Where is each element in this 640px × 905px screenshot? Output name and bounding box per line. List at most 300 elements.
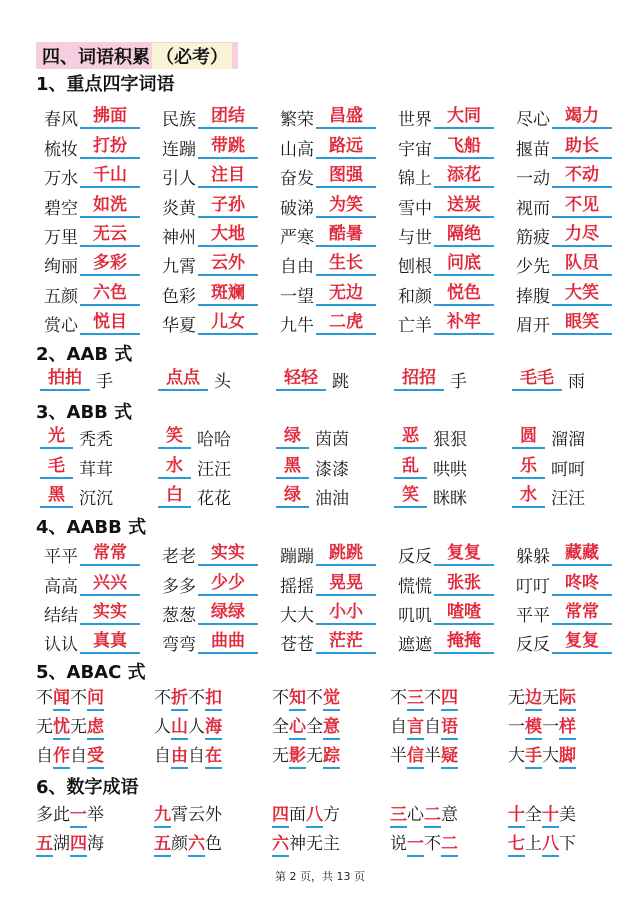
- idiom-char: 九: [154, 804, 171, 828]
- word-answer: 大同: [434, 105, 494, 129]
- word-item: [36, 282, 154, 307]
- word-answer: 六色: [80, 282, 140, 306]
- word-answer: 注目: [198, 164, 258, 188]
- word-answer: 实实: [198, 542, 258, 566]
- section-title: 1、重点四字词语: [36, 74, 175, 95]
- word-row: [36, 364, 626, 394]
- idiom: [390, 804, 458, 828]
- word-item: [508, 367, 626, 392]
- word-answer: 图强: [316, 164, 376, 188]
- word-item: [36, 572, 154, 597]
- word-given: 自由: [280, 256, 314, 277]
- idiom-char: 半: [424, 746, 441, 766]
- idiom-char: 美: [559, 805, 576, 825]
- word-row: [36, 598, 626, 628]
- word-item: [36, 135, 154, 160]
- word-answer: 小小: [316, 601, 376, 625]
- idiom: [36, 716, 104, 740]
- idiom-char: 湖: [53, 834, 70, 854]
- word-given: 漆漆: [315, 459, 349, 480]
- idiom: [390, 745, 458, 769]
- idiom-char: 信: [407, 745, 424, 769]
- word-item: [390, 687, 508, 711]
- word-answer: 无边: [316, 282, 376, 306]
- idiom: [390, 716, 458, 740]
- word-item: [272, 630, 390, 655]
- word-answer: 咚咚: [552, 572, 612, 596]
- word-given: 手: [96, 371, 113, 392]
- word-item: [272, 484, 390, 509]
- word-answer: 问底: [434, 252, 494, 276]
- idiom-char: 言: [407, 716, 424, 740]
- word-answer: 毛: [40, 455, 73, 479]
- word-given: 多多: [162, 576, 196, 597]
- word-item: [154, 630, 272, 655]
- idiom: [390, 687, 458, 711]
- word-item: [36, 194, 154, 219]
- word-given: 山高: [280, 139, 314, 160]
- word-answer: 喳喳: [434, 601, 494, 625]
- word-given: 与世: [398, 227, 432, 248]
- word-given: 反反: [398, 546, 432, 567]
- word-item: [154, 252, 272, 277]
- word-item: [508, 311, 626, 336]
- section-header: [36, 42, 238, 69]
- word-item: [390, 484, 508, 509]
- idiom-char: 半: [390, 746, 407, 766]
- word-given: 破涕: [280, 198, 314, 219]
- idiom-char: 一: [407, 833, 424, 857]
- word-row: [36, 279, 626, 309]
- word-answer: 常常: [552, 601, 612, 625]
- word-given: 茵茵: [315, 429, 349, 450]
- word-row: [36, 627, 626, 657]
- header-title: 四、词语积累: [42, 46, 150, 68]
- word-item: [36, 105, 154, 130]
- word-answer: 云外: [198, 252, 258, 276]
- word-item: [508, 745, 626, 769]
- idiom-char: 面: [289, 805, 306, 825]
- idiom-char: 霄: [171, 805, 188, 825]
- word-answer: 水: [158, 455, 191, 479]
- word-item: [36, 223, 154, 248]
- idiom-char: 无: [36, 717, 53, 737]
- word-answer: 黑: [276, 455, 309, 479]
- word-item: [272, 716, 390, 740]
- word-item: [390, 164, 508, 189]
- word-given: 狠狠: [433, 429, 467, 450]
- idiom-char: 一: [70, 804, 87, 828]
- word-answer: 悦色: [434, 282, 494, 306]
- word-given: 尽心: [516, 109, 550, 130]
- word-answer: 实实: [80, 601, 140, 625]
- word-given: 遮遮: [398, 634, 432, 655]
- idiom: [154, 716, 222, 740]
- word-item: [390, 311, 508, 336]
- idiom-char: 影: [289, 745, 306, 769]
- idiom-char: 踪: [323, 745, 340, 769]
- idiom-char: 自: [70, 746, 87, 766]
- idiom-char: 七: [508, 833, 525, 857]
- idiom-char: 主: [323, 834, 340, 854]
- word-given: 一动: [516, 168, 550, 189]
- word-item: [508, 630, 626, 655]
- idiom-char: 无: [508, 688, 525, 708]
- word-row: [36, 742, 626, 772]
- word-item: [390, 425, 508, 450]
- word-answer: 掩掩: [434, 630, 494, 654]
- word-item: [390, 630, 508, 655]
- word-item: [508, 282, 626, 307]
- idiom-char: 扣: [205, 687, 222, 711]
- word-item: [36, 630, 154, 655]
- word-answer: 路远: [316, 135, 376, 159]
- idiom-char: 全: [272, 717, 289, 737]
- idiom: [36, 833, 104, 857]
- idiom: [272, 687, 340, 711]
- word-item: [36, 745, 154, 769]
- word-answer: 拂面: [80, 105, 140, 129]
- word-given: 认认: [44, 634, 78, 655]
- word-answer: 拍拍: [40, 367, 90, 391]
- word-answer: 无云: [80, 223, 140, 247]
- word-item: [508, 455, 626, 480]
- idiom-char: 云: [188, 805, 205, 825]
- idiom-char: 五: [154, 833, 171, 857]
- word-given: 叽叽: [398, 605, 432, 626]
- idiom-char: 色: [205, 834, 222, 854]
- word-item: [36, 311, 154, 336]
- word-answer: 为笑: [316, 194, 376, 218]
- word-row: [36, 161, 626, 191]
- word-given: 跳: [332, 371, 349, 392]
- word-item: [508, 425, 626, 450]
- word-given: 结结: [44, 605, 78, 626]
- word-item: [272, 135, 390, 160]
- idiom-char: 多: [36, 805, 53, 825]
- word-given: 繁荣: [280, 109, 314, 130]
- word-item: [390, 716, 508, 740]
- idiom: [390, 833, 458, 857]
- word-item: [508, 194, 626, 219]
- word-row: [36, 539, 626, 569]
- idiom-char: 边: [525, 687, 542, 711]
- word-answer: 常常: [80, 542, 140, 566]
- word-answer: 笑: [158, 425, 191, 449]
- word-answer: 招招: [394, 367, 444, 391]
- word-item: [272, 745, 390, 769]
- word-item: [390, 105, 508, 130]
- word-answer: 轻轻: [276, 367, 326, 391]
- idiom-char: 下: [559, 834, 576, 854]
- idiom-char: 语: [441, 716, 458, 740]
- word-given: 锦上: [398, 168, 432, 189]
- idiom-char: 自: [36, 746, 53, 766]
- word-answer: 悦目: [80, 311, 140, 335]
- word-item: [272, 252, 390, 277]
- word-item: [36, 367, 154, 392]
- idiom-char: 一: [542, 717, 559, 737]
- idiom-char: 十: [508, 804, 525, 828]
- word-answer: 复复: [552, 630, 612, 654]
- word-given: 汪汪: [197, 459, 231, 480]
- word-item: [36, 455, 154, 480]
- word-given: 沉沉: [79, 488, 113, 509]
- word-given: 万里: [44, 227, 78, 248]
- word-answer: 助长: [552, 135, 612, 159]
- word-item: [154, 804, 272, 828]
- idiom-char: 心: [407, 805, 424, 825]
- word-answer: 绿: [276, 484, 309, 508]
- word-answer: 斑斓: [198, 282, 258, 306]
- word-item: [272, 194, 390, 219]
- word-given: 高高: [44, 576, 78, 597]
- word-item: [36, 252, 154, 277]
- word-item: [154, 716, 272, 740]
- word-item: [508, 164, 626, 189]
- idiom-char: 六: [188, 833, 205, 857]
- idiom-char: 八: [542, 833, 559, 857]
- idiom: [36, 804, 104, 828]
- word-item: [36, 601, 154, 626]
- word-given: 手: [450, 371, 467, 392]
- word-answer: 乱: [394, 455, 427, 479]
- word-given: 刨根: [398, 256, 432, 277]
- word-given: 碧空: [44, 198, 78, 219]
- word-item: [272, 223, 390, 248]
- idiom-char: 自: [188, 746, 205, 766]
- word-item: [36, 425, 154, 450]
- word-item: [390, 367, 508, 392]
- idiom-char: 山: [171, 716, 188, 740]
- idiom-char: 虑: [87, 716, 104, 740]
- idiom: [508, 716, 576, 740]
- idiom-char: 四: [70, 833, 87, 857]
- word-answer: 真真: [80, 630, 140, 654]
- word-row: [36, 220, 626, 250]
- word-given: 雨: [568, 371, 585, 392]
- word-given: 头: [214, 371, 231, 392]
- word-item: [272, 282, 390, 307]
- word-answer: 大笑: [552, 282, 612, 306]
- idiom-char: 作: [53, 745, 70, 769]
- idiom-char: 自: [154, 746, 171, 766]
- word-given: 九霄: [162, 256, 196, 277]
- word-item: [272, 105, 390, 130]
- word-item: [272, 687, 390, 711]
- section-title: 2、AAB 式: [36, 344, 133, 365]
- word-answer: 白: [158, 484, 191, 508]
- word-item: [154, 833, 272, 857]
- word-answer: 绿: [276, 425, 309, 449]
- word-answer: 二虎: [316, 311, 376, 335]
- idiom: [508, 687, 576, 711]
- word-given: 平平: [44, 546, 78, 567]
- word-row: [36, 422, 626, 452]
- word-given: 和颜: [398, 286, 432, 307]
- word-answer: 乐: [512, 455, 545, 479]
- idiom-char: 大: [542, 746, 559, 766]
- idiom-char: 四: [272, 804, 289, 828]
- idiom-char: 海: [87, 834, 104, 854]
- word-given: 色彩: [162, 286, 196, 307]
- word-item: [390, 455, 508, 480]
- idiom-char: 三: [407, 687, 424, 711]
- word-item: [508, 716, 626, 740]
- idiom-char: 举: [87, 805, 104, 825]
- word-row: [36, 308, 626, 338]
- word-answer: 竭力: [552, 105, 612, 129]
- idiom-char: 方: [323, 805, 340, 825]
- word-item: [36, 542, 154, 567]
- idiom-char: 海: [205, 716, 222, 740]
- word-given: 华夏: [162, 315, 196, 336]
- word-item: [508, 252, 626, 277]
- word-given: 少先: [516, 256, 550, 277]
- word-given: 严寒: [280, 227, 314, 248]
- idiom-char: 自: [424, 717, 441, 737]
- word-answer: 曲曲: [198, 630, 258, 654]
- idiom-char: 觉: [323, 687, 340, 711]
- idiom-char: 无: [542, 688, 559, 708]
- word-row: [36, 191, 626, 221]
- word-item: [272, 804, 390, 828]
- idiom-char: 不: [36, 688, 53, 708]
- word-given: 视而: [516, 198, 550, 219]
- idiom: [154, 833, 222, 857]
- word-item: [508, 223, 626, 248]
- word-item: [154, 542, 272, 567]
- word-given: 亡羊: [398, 315, 432, 336]
- word-given: 世界: [398, 109, 432, 130]
- word-answer: 打扮: [80, 135, 140, 159]
- idiom-char: 在: [205, 745, 222, 769]
- idiom: [36, 687, 104, 711]
- word-item: [508, 484, 626, 509]
- word-answer: 少少: [198, 572, 258, 596]
- word-item: [390, 252, 508, 277]
- word-item: [508, 542, 626, 567]
- idiom-char: 说: [390, 834, 407, 854]
- idiom-char: 不: [188, 688, 205, 708]
- word-answer: 千山: [80, 164, 140, 188]
- word-answer: 队员: [552, 252, 612, 276]
- idiom: [508, 833, 576, 857]
- word-answer: 兴兴: [80, 572, 140, 596]
- page-footer: 第 2 页，共 13 页: [275, 870, 365, 883]
- section-title: 4、AABB 式: [36, 517, 147, 538]
- word-given: 一望: [280, 286, 314, 307]
- word-answer: 儿女: [198, 311, 258, 335]
- word-given: 春风: [44, 109, 78, 130]
- idiom-char: 人: [188, 717, 205, 737]
- idiom-char: 模: [525, 716, 542, 740]
- word-answer: 张张: [434, 572, 494, 596]
- idiom-char: 自: [390, 717, 407, 737]
- word-item: [272, 542, 390, 567]
- word-answer: 团结: [198, 105, 258, 129]
- idiom-char: 意: [323, 716, 340, 740]
- word-item: [154, 223, 272, 248]
- word-given: 万水: [44, 168, 78, 189]
- word-given: 花花: [197, 488, 231, 509]
- word-given: 油油: [315, 488, 349, 509]
- idiom-char: 无: [272, 746, 289, 766]
- idiom-char: 人: [154, 717, 171, 737]
- word-given: 哄哄: [433, 459, 467, 480]
- word-item: [390, 804, 508, 828]
- word-answer: 圆: [512, 425, 545, 449]
- word-answer: 添花: [434, 164, 494, 188]
- word-answer: 光: [40, 425, 73, 449]
- idiom-char: 知: [289, 687, 306, 711]
- word-answer: 送炭: [434, 194, 494, 218]
- word-answer: 笑: [394, 484, 427, 508]
- idiom-char: 无: [306, 834, 323, 854]
- idiom-char: 无: [70, 717, 87, 737]
- idiom-char: 心: [289, 716, 306, 740]
- word-given: 摇摇: [280, 576, 314, 597]
- idiom: [36, 745, 104, 769]
- idiom-char: 大: [508, 746, 525, 766]
- word-item: [36, 484, 154, 509]
- word-given: 秃秃: [79, 429, 113, 450]
- idiom-char: 十: [542, 804, 559, 828]
- word-answer: 跳跳: [316, 542, 376, 566]
- word-item: [390, 223, 508, 248]
- word-given: 筋疲: [516, 227, 550, 248]
- word-item: [272, 572, 390, 597]
- word-item: [272, 455, 390, 480]
- word-given: 揠苗: [516, 139, 550, 160]
- idiom: [508, 804, 576, 828]
- word-given: 茸茸: [79, 459, 113, 480]
- word-answer: 毛毛: [512, 367, 562, 391]
- section-title: 6、数字成语: [36, 777, 139, 798]
- word-row: [36, 801, 626, 831]
- idiom-char: 颜: [171, 834, 188, 854]
- word-answer: 复复: [434, 542, 494, 566]
- idiom-char: 二: [424, 804, 441, 828]
- word-given: 反反: [516, 634, 550, 655]
- word-item: [390, 745, 508, 769]
- word-answer: 酷暑: [316, 223, 376, 247]
- word-given: 捧腹: [516, 286, 550, 307]
- idiom-char: 全: [306, 717, 323, 737]
- section-title: 3、ABB 式: [36, 402, 133, 423]
- word-answer: 子孙: [198, 194, 258, 218]
- word-answer: 如洗: [80, 194, 140, 218]
- idiom-char: 不: [306, 688, 323, 708]
- idiom-char: 疑: [441, 745, 458, 769]
- word-item: [36, 804, 154, 828]
- idiom-char: 无: [306, 746, 323, 766]
- word-item: [508, 833, 626, 857]
- word-answer: 晃晃: [316, 572, 376, 596]
- word-row: [36, 452, 626, 482]
- word-item: [154, 484, 272, 509]
- word-given: 叮叮: [516, 576, 550, 597]
- word-given: 大大: [280, 605, 314, 626]
- word-answer: 眼笑: [552, 311, 612, 335]
- idiom-char: 样: [559, 716, 576, 740]
- word-given: 呵呵: [551, 459, 585, 480]
- word-given: 哈哈: [197, 429, 231, 450]
- idiom: [272, 833, 340, 857]
- word-item: [154, 572, 272, 597]
- word-item: [154, 601, 272, 626]
- word-given: 苍苍: [280, 634, 314, 655]
